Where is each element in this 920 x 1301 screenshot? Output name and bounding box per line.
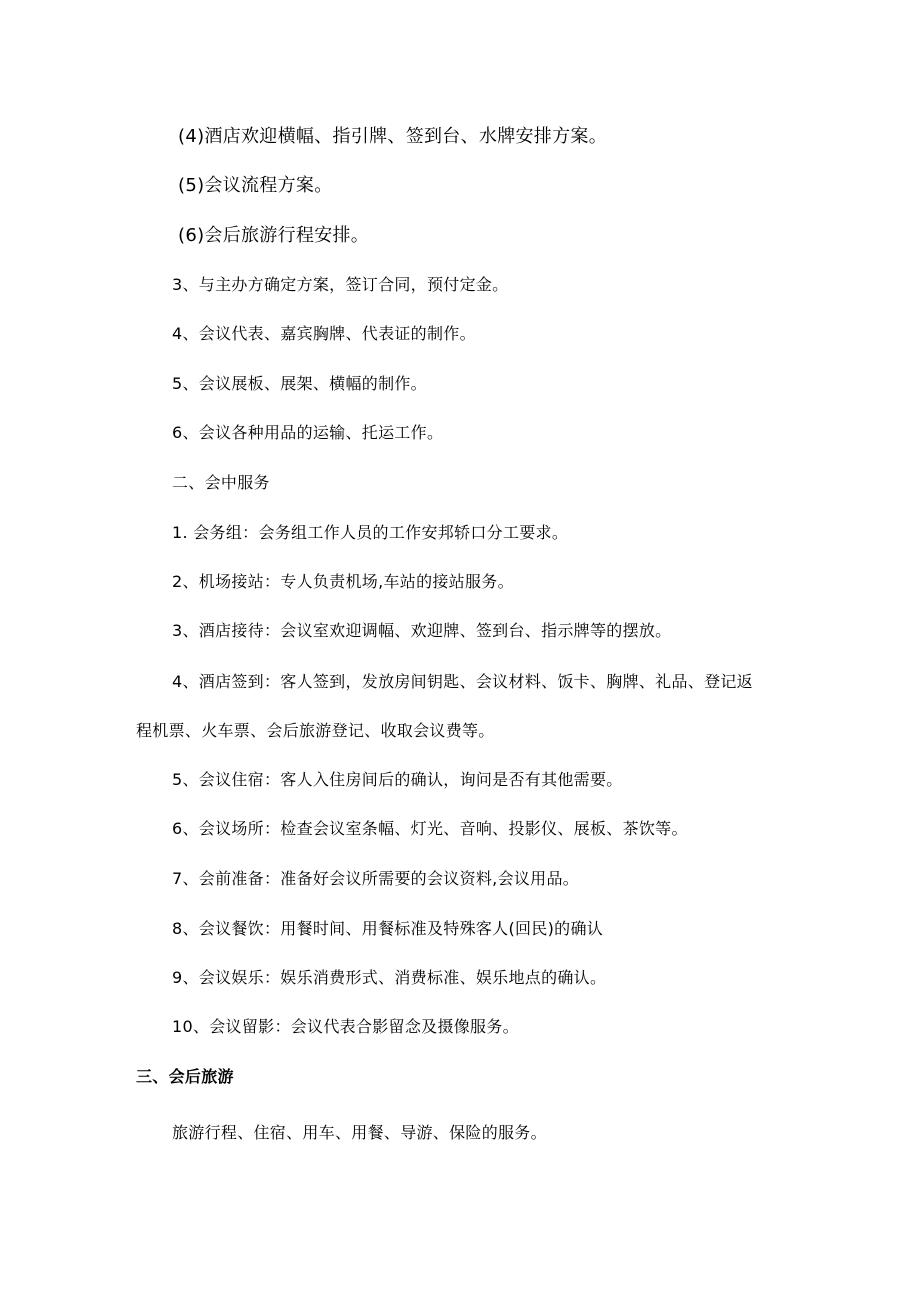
service-item-4: 4、酒店签到：客人签到，发放房间钥匙、会议材料、饭卡、胸牌、礼品、登记返 [172,672,753,691]
prep-item-3: 3、与主办方确定方案，签订合同，预付定金。 [172,275,509,294]
prep-item-5: 5、会议展板、展架、横幅的制作。 [172,374,427,393]
sub-item-6: (6)会后旅游行程安排。 [178,225,370,246]
service-item-4-continued: 程机票、火车票、会后旅游登记、收取会议费等。 [136,721,495,740]
service-item-1: 1. 会务组：会务组工作人员的工作安邦轿口分工要求。 [172,523,569,542]
sub-item-5: (5)会议流程方案。 [178,175,333,196]
section-heading-during-meeting: 二、会中服务 [172,473,270,492]
service-item-3: 3、酒店接待：会议室欢迎调幅、欢迎牌、签到台、指示牌等的摆放。 [172,621,672,640]
service-item-6: 6、会议场所：检查会议室条幅、灯光、音响、投影仪、展板、茶饮等。 [172,819,688,838]
tour-services-text: 旅游行程、住宿、用车、用餐、导游、保险的服务。 [172,1123,547,1142]
prep-item-6: 6、会议各种用品的运输、托运工作。 [172,423,444,442]
prep-item-4: 4、会议代表、嘉宾胸牌、代表证的制作。 [172,324,476,343]
service-item-10: 10、会议留影：会议代表合影留念及摄像服务。 [172,1017,519,1036]
sub-item-4: (4)酒店欢迎横幅、指引牌、签到台、水牌安排方案。 [178,126,607,147]
service-item-8: 8、会议餐饮：用餐时间、用餐标准及特殊客人(回民)的确认 [172,919,604,938]
service-item-5: 5、会议住宿：客人入住房间后的确认，询问是否有其他需要。 [172,770,623,789]
service-item-7: 7、会前准备：准备好会议所需要的会议资料,会议用品。 [172,869,580,888]
section-heading-post-meeting-tour: 三、会后旅游 [136,1067,234,1086]
service-item-2: 2、机场接站：专人负责机场,车站的接站服务。 [172,572,514,591]
service-item-9: 9、会议娱乐：娱乐消费形式、消费标准、娱乐地点的确认。 [172,968,607,987]
